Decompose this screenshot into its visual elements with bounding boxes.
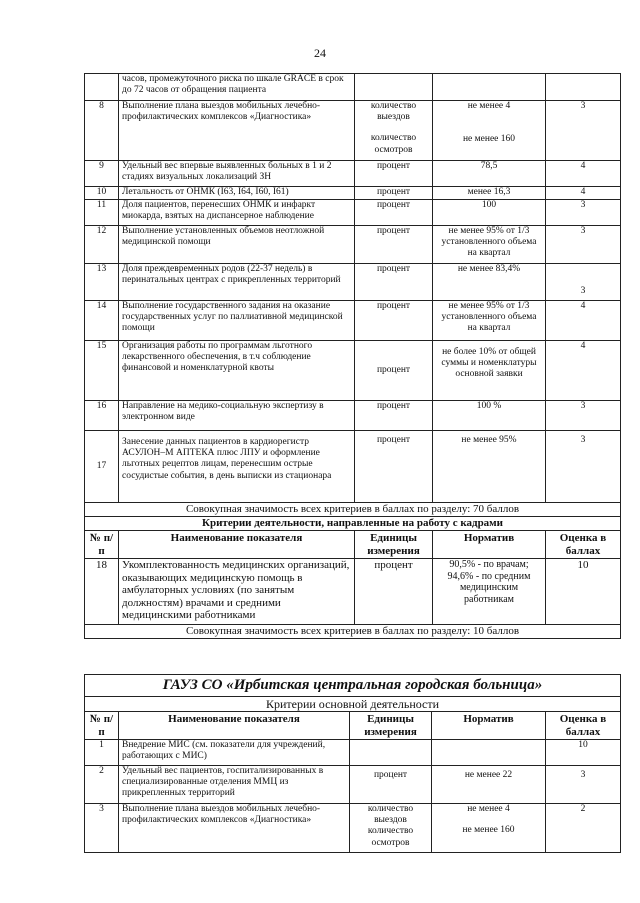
table-row bbox=[85, 187, 621, 200]
table-row bbox=[85, 341, 621, 401]
col-header-score: Оценка в баллах bbox=[546, 531, 621, 559]
section-total-row bbox=[85, 625, 621, 639]
row-number: 11 bbox=[85, 200, 119, 226]
norm-value: не менее 95% от 1/3 установленного объема на квартал bbox=[433, 226, 546, 264]
norm-value: не менее 160 bbox=[462, 134, 516, 145]
criterion-name: Доля преждевременных родов (22-37 недель) в перинатальных центрах с прикрепленных территорий bbox=[119, 264, 355, 301]
norm-cell bbox=[432, 804, 546, 853]
col-header-norm: Норматив bbox=[432, 712, 546, 740]
hospital-criteria-table bbox=[84, 674, 621, 853]
unit-value: процент bbox=[350, 766, 432, 804]
criterion-name: Выполнение государственного задания на оказание государственных услуг по паллиативной медицинской помощи bbox=[119, 301, 355, 341]
row-number: 17 bbox=[85, 431, 119, 503]
unit-value: количество осмотров bbox=[367, 826, 414, 848]
criterion-name: Занесение данных пациентов в кардиорегистр АСУЛОН–М АПТЕКА плюс ЛПУ и оформление льготных рецептов лицам, перенесшим острые сосудистые события, в день выписки из стационара bbox=[119, 431, 355, 503]
col-header-number: № п/п bbox=[85, 712, 119, 740]
table-row bbox=[85, 161, 621, 187]
unit-value: процент bbox=[355, 301, 433, 341]
criterion-name: Направление на медико-социальную экспертизу в электронном виде bbox=[119, 401, 355, 431]
row-number: 16 bbox=[85, 401, 119, 431]
norm-value: 90,5% - по врачам; 94,6% - по средним медицинским работникам bbox=[433, 559, 546, 625]
row-number: 3 bbox=[85, 804, 119, 853]
criterion-name: часов, промежуточного риска по шкале GRACE в срок до 72 часов от обращения пациента bbox=[119, 74, 355, 101]
unit-value: процент bbox=[355, 264, 433, 301]
norm-value: 100 % bbox=[433, 401, 546, 431]
row-number: 18 bbox=[85, 559, 119, 625]
unit-cell bbox=[355, 101, 433, 161]
score-value: 4 bbox=[546, 301, 621, 341]
unit-value: количество осмотров bbox=[370, 133, 417, 155]
table-row bbox=[85, 301, 621, 341]
unit-value: процент bbox=[355, 200, 433, 226]
table-row bbox=[85, 226, 621, 264]
table-row bbox=[85, 804, 621, 853]
norm-value: не менее 95% bbox=[433, 431, 546, 503]
table-row bbox=[85, 200, 621, 226]
criterion-name: Укомплектованность медицинских организаций, оказывающих медицинскую помощь в амбулаторных условиях (по занятым должностям) врачами и средними медицинскими работниками bbox=[119, 559, 355, 625]
norm-value: 78,5 bbox=[433, 161, 546, 187]
row-number: 10 bbox=[85, 187, 119, 200]
score-value: 10 bbox=[546, 559, 621, 625]
hospital-title-row bbox=[85, 675, 621, 697]
table-row bbox=[85, 766, 621, 804]
criterion-name: Выполнение установленных объемов неотложной медицинской помощи bbox=[119, 226, 355, 264]
section-total-row bbox=[85, 503, 621, 517]
col-header-unit: Единицы измерения bbox=[350, 712, 432, 740]
criteria-table-continued bbox=[84, 73, 621, 639]
header-row bbox=[85, 712, 621, 740]
norm-value: не менее 83,4% bbox=[433, 264, 546, 301]
row-number: 8 bbox=[85, 101, 119, 161]
unit-value: количество выездов bbox=[367, 804, 414, 826]
unit-value: процент bbox=[355, 341, 433, 401]
unit-value: процент bbox=[355, 559, 433, 625]
table-row bbox=[85, 101, 621, 161]
score-value: 2 bbox=[546, 804, 621, 853]
unit-value: процент bbox=[355, 401, 433, 431]
score-value: 10 bbox=[546, 740, 621, 766]
norm-cell bbox=[433, 101, 546, 161]
criterion-name: Удельный вес пациентов, госпитализированных в специализированные отделения ММЦ из прикрепленных территорий bbox=[119, 766, 350, 804]
unit-value: количество выездов bbox=[370, 101, 417, 123]
unit-value: процент bbox=[355, 161, 433, 187]
unit-value: процент bbox=[355, 431, 433, 503]
col-header-score: Оценка в баллах bbox=[546, 712, 621, 740]
norm-value: не менее 4 bbox=[467, 101, 511, 111]
norm-value bbox=[432, 740, 546, 766]
table-row-continued bbox=[85, 74, 621, 101]
unit-cell bbox=[350, 804, 432, 853]
norm-value: 100 bbox=[433, 200, 546, 226]
score-value: 3 bbox=[546, 200, 621, 226]
norm-value: не более 10% от общей суммы и номенклатуры основной заявки bbox=[433, 341, 546, 401]
col-header-name: Наименование показателя bbox=[119, 712, 350, 740]
header-row bbox=[85, 531, 621, 559]
row-number: 12 bbox=[85, 226, 119, 264]
col-header-norm: Норматив bbox=[433, 531, 546, 559]
criterion-name: Летальность от ОНМК (I63, I64, I60, I61) bbox=[119, 187, 355, 200]
col-header-name: Наименование показателя bbox=[119, 531, 355, 559]
unit-value bbox=[350, 740, 432, 766]
table-row bbox=[85, 740, 621, 766]
norm-value: не менее 22 bbox=[432, 766, 546, 804]
unit-value: процент bbox=[355, 187, 433, 200]
score-value: 3 bbox=[546, 101, 621, 161]
criterion-name: Внедрение МИС (см. показатели для учреждений, работающих с МИС) bbox=[119, 740, 350, 766]
criterion-name: Выполнение плана выездов мобильных лечебно-профилактических комплексов «Диагностика» bbox=[119, 101, 355, 161]
row-number: 2 bbox=[85, 766, 119, 804]
score-value: 3 bbox=[546, 431, 621, 503]
subtitle-row bbox=[85, 697, 621, 712]
score-value: 3 bbox=[546, 401, 621, 431]
row-number: 1 bbox=[85, 740, 119, 766]
criterion-name: Организация работы по программам льготного лекарственного обеспечения, в т.ч соблюдение финансовой и номенклатурной квоты bbox=[119, 341, 355, 401]
col-header-number: № п/п bbox=[85, 531, 119, 559]
table-row bbox=[85, 401, 621, 431]
score-value: 4 bbox=[546, 187, 621, 200]
page-number: 24 bbox=[314, 46, 326, 60]
table-row bbox=[85, 559, 621, 625]
norm-value: менее 16,3 bbox=[433, 187, 546, 200]
score-value: 4 bbox=[546, 161, 621, 187]
section-subtitle: Критерии основной деятельности bbox=[85, 697, 621, 712]
section-heading: Критерии деятельности, направленные на работу с кадрами bbox=[85, 517, 621, 531]
criterion-name: Удельный вес впервые выявленных больных в 1 и 2 стадиях визуальных локализаций ЗН bbox=[119, 161, 355, 187]
norm-value: не менее 160 bbox=[462, 825, 515, 836]
score-value: 4 bbox=[546, 341, 621, 401]
section-total: Совокупная значимость всех критериев в баллах по разделу: 70 баллов bbox=[85, 503, 621, 517]
criterion-name: Доля пациентов, перенесших ОНМК и инфаркт миокарда, взятых на диспансерное наблюдение bbox=[119, 200, 355, 226]
norm-value: не менее 4 bbox=[467, 804, 510, 814]
table-row bbox=[85, 264, 621, 301]
norm-value: не менее 95% от 1/3 установленного объема на квартал bbox=[433, 301, 546, 341]
score-value: 3 bbox=[546, 226, 621, 264]
criterion-name: Выполнение плана выездов мобильных лечебно-профилактических комплексов «Диагностика» bbox=[119, 804, 350, 853]
score-value: 3 bbox=[546, 264, 621, 301]
col-header-unit: Единицы измерения bbox=[355, 531, 433, 559]
score-value: 3 bbox=[546, 766, 621, 804]
row-number: 13 bbox=[85, 264, 119, 301]
row-number: 9 bbox=[85, 161, 119, 187]
section-heading-row bbox=[85, 517, 621, 531]
unit-value: процент bbox=[355, 226, 433, 264]
hospital-title: ГАУЗ СО «Ирбитская центральная городская больница» bbox=[85, 675, 621, 697]
table-row bbox=[85, 431, 621, 503]
section-total: Совокупная значимость всех критериев в баллах по разделу: 10 баллов bbox=[85, 625, 621, 639]
row-number: 15 bbox=[85, 341, 119, 401]
row-number: 14 bbox=[85, 301, 119, 341]
